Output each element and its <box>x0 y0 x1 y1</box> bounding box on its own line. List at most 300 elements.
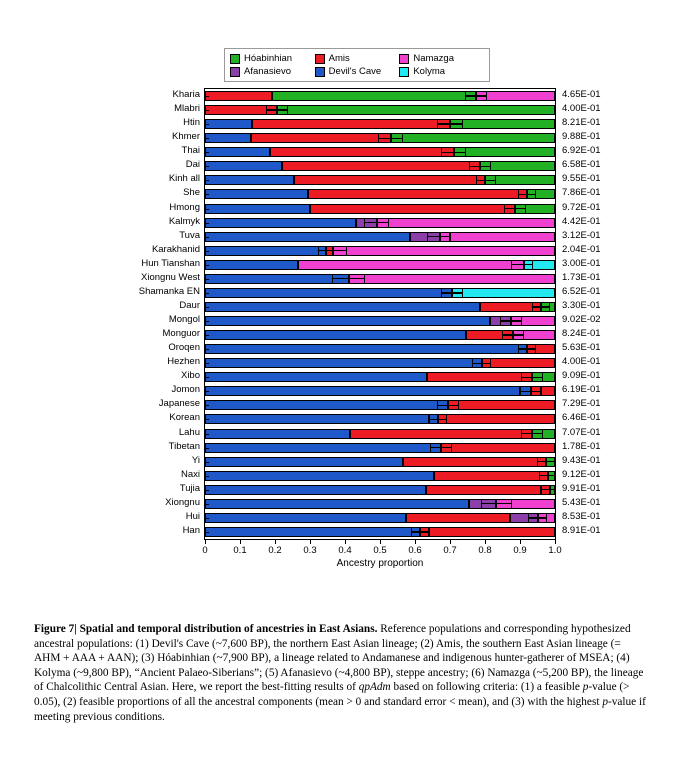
pvalue-label: 4.42E-01 <box>562 215 601 227</box>
y-tick-label: Kinh all <box>168 173 200 185</box>
bar-row <box>205 498 555 513</box>
plot-inner <box>205 89 555 539</box>
pvalue-label: 6.58E-01 <box>562 159 601 171</box>
y-tick-label: Tuva <box>179 229 200 241</box>
error-bar <box>431 447 452 448</box>
error-bar <box>438 405 459 406</box>
bar-segment-devil-s-cave <box>205 372 427 382</box>
error-bar <box>466 95 487 96</box>
error-bar-cap <box>511 499 512 508</box>
y-axis-tick <box>205 209 209 210</box>
error-bar-cap <box>539 471 540 480</box>
error-bar-cap <box>428 528 429 537</box>
bar-row <box>205 399 555 414</box>
x-axis-tick <box>415 540 416 544</box>
error-bar-cap <box>428 415 429 424</box>
bar-segment-devil-s-cave <box>205 232 410 242</box>
bar-segment-devil-s-cave <box>205 400 448 410</box>
bar-segment-devil-s-cave <box>205 133 251 143</box>
bar-row <box>205 315 555 330</box>
y-axis-tick <box>205 518 209 519</box>
error-bar <box>473 363 491 364</box>
error-bar <box>364 222 389 223</box>
bar-segment-amis <box>403 457 547 467</box>
error-bar <box>333 278 365 279</box>
bar-row <box>205 442 555 457</box>
y-tick-label: Tibetan <box>168 440 200 452</box>
y-axis-tick <box>205 124 209 125</box>
caption-label: Figure 7| <box>34 623 77 635</box>
error-bar <box>438 123 463 124</box>
error-bar-cap <box>495 176 496 185</box>
error-bar-cap <box>521 317 522 326</box>
error-bar <box>529 517 547 518</box>
y-tick-label: Hmong <box>169 201 200 213</box>
pvalue-label: 6.92E-01 <box>562 145 601 157</box>
y-axis-tick <box>205 434 209 435</box>
bar-segment-namazga <box>440 232 556 242</box>
error-bar-cap <box>490 162 491 171</box>
y-axis-tick <box>205 279 209 280</box>
error-bar <box>503 334 524 335</box>
bar-segment-namazga <box>333 246 555 256</box>
bar-segment-devil-s-cave <box>205 175 294 185</box>
y-tick-label: Hezhen <box>167 356 200 368</box>
bar-segment-amis <box>310 204 515 214</box>
bar-segment-amis <box>438 414 555 424</box>
x-axis-tick <box>485 540 486 544</box>
error-bar-cap <box>458 401 459 410</box>
error-bar-cap <box>364 218 365 227</box>
bar-segment-amis <box>252 119 450 129</box>
legend-swatch-hoabinhian <box>230 54 240 64</box>
error-bar-cap <box>521 373 522 382</box>
x-tick-label: 0 <box>202 545 208 556</box>
bar-row <box>205 203 555 218</box>
bar-row <box>205 132 555 147</box>
bar-segment-devil-s-cave <box>205 330 466 340</box>
bar-row <box>205 301 555 316</box>
bar-segment-devil-s-cave <box>205 119 252 129</box>
error-bar-cap <box>535 190 536 199</box>
error-bar-cap <box>378 134 379 143</box>
error-bar-cap <box>518 190 519 199</box>
y-axis-tick <box>205 391 209 392</box>
y-tick-label: Hui <box>185 510 200 522</box>
bar-segment-devil-s-cave <box>205 386 531 396</box>
legend-label-namazga: Namazga <box>413 53 455 64</box>
bar-segment-h-abinhian <box>480 161 555 171</box>
error-bar-cap <box>535 345 536 354</box>
x-tick-label: 0.4 <box>338 545 352 556</box>
error-bar-cap <box>430 443 431 452</box>
bar-segment-devil-s-cave <box>205 358 482 368</box>
error-bar-cap <box>287 106 288 115</box>
error-bar <box>469 166 490 167</box>
bar-segment-amis <box>294 175 485 185</box>
bar-segment-devil-s-cave <box>205 204 310 214</box>
bar-segment-amis <box>427 372 532 382</box>
bar-row <box>205 245 555 260</box>
x-axis-tick <box>275 540 276 544</box>
y-tick-label: Xibo <box>180 370 200 382</box>
y-tick-label: Karakhanid <box>151 243 200 255</box>
error-bar-cap <box>388 218 389 227</box>
y-axis-tick <box>205 448 209 449</box>
bar-row <box>205 231 555 246</box>
pvalue-label: 1.78E-01 <box>562 440 601 452</box>
legend-item-afanasievo <box>230 66 315 77</box>
bar-segment-devil-s-cave <box>205 513 406 523</box>
y-axis-tick <box>205 237 209 238</box>
error-bar-cap <box>511 260 512 269</box>
y-tick-label: Mongol <box>168 314 200 326</box>
y-axis-tick <box>205 110 209 111</box>
y-tick-label: Monguor <box>162 328 200 340</box>
error-bar <box>441 292 462 293</box>
bar-segment-devil-s-cave <box>205 302 480 312</box>
y-tick-label: Tujia <box>179 482 200 494</box>
error-bar <box>541 489 555 490</box>
y-tick-label: Daur <box>179 299 200 311</box>
error-bar <box>319 250 347 251</box>
bar-segment-kolyma <box>452 288 555 298</box>
legend-label-hoabinhian: Hóabinhian <box>244 53 293 64</box>
error-bar-cap <box>465 92 466 101</box>
pvalue-label: 2.04E-01 <box>562 243 601 255</box>
bar-segment-devil-s-cave <box>205 344 527 354</box>
bar-segment-devil-s-cave <box>205 274 349 284</box>
bar-segment-amis <box>406 513 509 523</box>
bar-segment-h-abinhian <box>391 133 556 143</box>
bar-row <box>205 104 555 119</box>
y-axis-tick <box>205 532 209 533</box>
error-bar-cap <box>465 148 466 157</box>
pvalue-label: 8.21E-01 <box>562 117 601 129</box>
pvalue-label: 3.12E-01 <box>562 229 601 241</box>
bar-segment-devil-s-cave <box>205 499 469 509</box>
bar-segment-amis <box>441 443 555 453</box>
y-tick-label: Korean <box>169 412 200 424</box>
caption-body-3: -value (> 0.05), (2) feasible proportions of all the ancestral components (mean > 0 and standard error < mean), and (3) with the highest <box>34 681 630 708</box>
figure-panel <box>0 34 680 594</box>
error-bar <box>266 109 287 110</box>
pvalue-label: 9.43E-01 <box>562 454 601 466</box>
legend-swatch-amis <box>315 54 325 64</box>
error-bar-cap <box>437 401 438 410</box>
x-axis-tick <box>555 540 556 544</box>
error-bar-cap <box>502 331 503 340</box>
caption-italic-p-1: p <box>582 681 589 694</box>
caption-italic-qpadm: qpAdm <box>358 681 391 694</box>
bar-segment-devil-s-cave <box>205 429 350 439</box>
error-bar <box>520 391 541 392</box>
bar-row <box>205 428 555 443</box>
bar-segment-devil-s-cave <box>205 471 434 481</box>
pvalue-label: 5.63E-01 <box>562 342 601 354</box>
bar-segment-devil-s-cave <box>205 260 298 270</box>
x-axis-tick <box>205 540 206 544</box>
error-bar-cap <box>462 289 463 298</box>
bar-row <box>205 160 555 175</box>
chart-legend <box>224 48 490 82</box>
y-axis-labels <box>78 88 200 540</box>
legend-label-kolyma: Kolyma <box>413 66 446 77</box>
y-axis-tick <box>205 251 209 252</box>
bar-row <box>205 385 555 400</box>
bar-segment-amis <box>308 189 527 199</box>
pvalue-label: 9.72E-01 <box>562 201 601 213</box>
error-bar <box>412 531 430 532</box>
error-bar <box>427 236 450 237</box>
y-tick-label: Yi <box>191 454 200 466</box>
bar-segment-devil-s-cave <box>205 218 356 228</box>
y-tick-label: Han <box>182 524 200 536</box>
y-tick-label: Japanese <box>158 398 200 410</box>
legend-item-kolyma <box>399 66 484 77</box>
y-axis-tick <box>205 166 209 167</box>
y-axis-tick <box>205 363 209 364</box>
error-bar-cap <box>519 387 520 396</box>
bar-row <box>205 217 555 232</box>
pvalue-label: 9.02E-02 <box>562 314 601 326</box>
bar-segment-h-abinhian <box>454 147 556 157</box>
bar-row <box>205 484 555 499</box>
y-axis-tick <box>205 349 209 350</box>
y-tick-label: She <box>183 187 200 199</box>
error-bar-cap <box>540 387 541 396</box>
x-tick-label: 0.9 <box>513 545 527 556</box>
pvalue-label: 4.65E-01 <box>562 89 601 101</box>
error-bar-cap <box>472 359 473 368</box>
legend-label-afanasievo: Afanasievo <box>244 66 292 77</box>
y-axis-tick <box>205 377 209 378</box>
y-tick-label: Xiongnu <box>165 496 200 508</box>
y-axis-tick <box>205 223 209 224</box>
x-axis-tick <box>345 540 346 544</box>
y-axis-tick <box>205 462 209 463</box>
error-bar-cap <box>476 176 477 185</box>
pvalue-label: 7.29E-01 <box>562 398 601 410</box>
bar-row <box>205 273 555 288</box>
error-bar-cap <box>504 204 505 213</box>
x-axis-tick <box>310 540 311 544</box>
bar-segment-amis <box>205 91 272 101</box>
x-tick-label: 0.6 <box>408 545 422 556</box>
y-tick-label: Oroqen <box>168 342 200 354</box>
error-bar-cap <box>542 429 543 438</box>
stacked-bar-plot <box>204 88 556 540</box>
bar-segment-namazga <box>476 91 555 101</box>
bar-row <box>205 287 555 302</box>
error-bar-cap <box>266 106 267 115</box>
bar-row <box>205 371 555 386</box>
pvalue-label: 5.43E-01 <box>562 496 601 508</box>
legend-item-amis <box>315 53 400 64</box>
bar-row <box>205 413 555 428</box>
error-bar-cap <box>549 303 550 312</box>
error-bar-cap <box>525 204 526 213</box>
pvalue-label: 6.19E-01 <box>562 384 601 396</box>
bar-row <box>205 357 555 372</box>
pvalue-label: 3.00E-01 <box>562 257 601 269</box>
x-tick-label: 0.1 <box>233 545 247 556</box>
bar-row <box>205 118 555 133</box>
bar-segment-amis <box>282 161 480 171</box>
error-bar <box>476 180 495 181</box>
error-bar-cap <box>481 499 482 508</box>
legend-row <box>230 52 484 65</box>
bar-segment-amis <box>350 429 532 439</box>
error-bar-cap <box>437 120 438 129</box>
x-tick-label: 1.0 <box>548 545 562 556</box>
error-bar-cap <box>540 485 541 494</box>
y-tick-label: Lahu <box>178 426 200 438</box>
x-axis-tick <box>240 540 241 544</box>
error-bar-cap <box>411 528 412 537</box>
y-axis-tick <box>205 307 209 308</box>
y-axis-tick <box>205 96 209 97</box>
error-bar-cap <box>427 232 428 241</box>
bar-segment-amis <box>251 133 391 143</box>
error-bar-cap <box>554 485 555 494</box>
error-bar <box>429 419 447 420</box>
error-bar <box>378 138 403 139</box>
x-tick-label: 0.8 <box>478 545 492 556</box>
bar-segment-amis <box>270 147 454 157</box>
figure-caption <box>34 622 646 724</box>
legend-swatch-afanasievo <box>230 67 240 77</box>
x-tick-label: 0.7 <box>443 545 457 556</box>
bar-segment-devil-s-cave <box>205 485 426 495</box>
error-bar-cap <box>486 92 487 101</box>
error-bar-cap <box>441 289 442 298</box>
pvalue-label: 9.12E-01 <box>562 468 601 480</box>
bar-segment-namazga <box>349 274 556 284</box>
pvalue-label: 4.00E-01 <box>562 103 601 115</box>
error-bar-cap <box>462 120 463 129</box>
pvalue-label: 9.91E-01 <box>562 482 601 494</box>
bar-segment-amis <box>448 400 555 410</box>
y-axis-tick <box>205 419 209 420</box>
bar-row <box>205 90 555 105</box>
bar-segment-amis <box>426 485 550 495</box>
pvalue-label: 7.07E-01 <box>562 426 601 438</box>
y-tick-label: Mlabri <box>174 103 200 115</box>
x-tick-label: 0.5 <box>373 545 387 556</box>
x-tick-label: 0.2 <box>268 545 282 556</box>
y-tick-label: Dai <box>185 159 200 171</box>
y-axis-tick <box>205 138 209 139</box>
pvalue-label: 9.55E-01 <box>562 173 601 185</box>
error-bar-cap <box>332 274 333 283</box>
caption-title: Spatial and temporal distribution of ancestries in East Asians. <box>79 623 378 635</box>
bar-segment-namazga <box>377 218 556 228</box>
error-bar-cap <box>528 514 529 523</box>
error-bar-cap <box>451 443 452 452</box>
bar-segment-amis <box>482 358 556 368</box>
legend-swatch-devils-cave <box>315 67 325 77</box>
error-bar <box>522 377 543 378</box>
bar-row <box>205 512 555 527</box>
pvalue-label: 8.91E-01 <box>562 524 601 536</box>
legend-item-devils-cave <box>315 66 400 77</box>
bar-segment-devil-s-cave <box>205 147 270 157</box>
y-tick-label: Kharia <box>172 89 200 101</box>
x-axis-tick <box>380 540 381 544</box>
pvalue-label: 1.73E-01 <box>562 271 601 283</box>
x-axis-title: Ancestry proportion <box>336 558 424 569</box>
error-bar-cap <box>554 457 555 466</box>
y-axis-tick <box>205 194 209 195</box>
bar-segment-amis <box>420 527 555 537</box>
error-bar-cap <box>490 359 491 368</box>
y-tick-label: Naxi <box>180 468 200 480</box>
error-bar <box>518 194 536 195</box>
y-tick-label: Thai <box>181 145 200 157</box>
bar-row <box>205 146 555 161</box>
legend-swatch-namazga <box>399 54 409 64</box>
bar-row <box>205 526 555 541</box>
bar-segment-devil-s-cave <box>205 316 490 326</box>
error-bar-cap <box>449 232 450 241</box>
pvalue-label: 6.52E-01 <box>562 285 601 297</box>
pvalue-label: 6.46E-01 <box>562 412 601 424</box>
caption-body-1: Reference populations and corresponding hypothesized ancestral populations: (1) Devil's Cave (~7,600 BP), the northern East Asian lineage; (2) Amis, the southern East Asian lineage (= AHM + AAA + AAN); (3) Hóabinhian (~7,900 BP), a lineage related to Andamanese and indigenous hunter-gatherer of MSEA; (4) Kolyma (~9,800 BP), “Ancient Palaeo-Siberians”; (5) Afanasievo (~4,800 BP), steppe ancestry; (6) Namazga (~5,200 BP), the lineage of Chalcolithic Central Asian. Here, we report the best-fitting results of <box>34 623 644 694</box>
pvalue-label: 4.00E-01 <box>562 356 601 368</box>
caption-body-4: -value if meeting previous conditions. <box>34 695 646 723</box>
bar-segment-devil-s-cave <box>205 443 441 453</box>
bar-segment-devil-s-cave <box>205 457 403 467</box>
bar-segment-devil-s-cave <box>205 527 420 537</box>
caption-italic-p-2: p <box>602 695 608 708</box>
bar-segment-devil-s-cave <box>205 189 308 199</box>
error-bar-cap <box>521 429 522 438</box>
bar-segment-devil-s-cave <box>205 246 326 256</box>
legend-item-hoabinhian <box>230 53 315 64</box>
x-tick-label: 0.3 <box>303 545 317 556</box>
bar-row <box>205 259 555 274</box>
error-bar-cap <box>402 134 403 143</box>
y-axis-tick <box>205 293 209 294</box>
y-axis-tick <box>205 476 209 477</box>
caption-body-2: based on following criteria: (1) a feasible <box>390 681 583 694</box>
bar-row <box>205 174 555 189</box>
pvalue-label: 9.88E-01 <box>562 131 601 143</box>
legend-label-amis: Amis <box>328 53 350 64</box>
error-bar-cap <box>346 246 347 255</box>
pvalue-label: 7.86E-01 <box>562 187 601 199</box>
bar-row <box>205 470 555 485</box>
bar-segment-namazga <box>298 260 524 270</box>
error-bar-cap <box>364 274 365 283</box>
bar-segment-h-abinhian <box>272 91 477 101</box>
bar-segment-devil-s-cave <box>205 414 438 424</box>
y-axis-tick <box>205 504 209 505</box>
error-bar-cap <box>554 471 555 480</box>
error-bar <box>539 475 555 476</box>
error-bar-cap <box>446 415 447 424</box>
pvalue-label: 8.53E-01 <box>562 510 601 522</box>
error-bar-cap <box>532 303 533 312</box>
error-bar-cap <box>532 260 533 269</box>
pvalue-label: 9.09E-01 <box>562 370 601 382</box>
error-bar <box>518 348 536 349</box>
y-tick-label: Khmer <box>172 131 200 143</box>
error-bar-cap <box>500 317 501 326</box>
legend-row <box>230 65 484 78</box>
y-tick-label: Jomon <box>171 384 200 396</box>
